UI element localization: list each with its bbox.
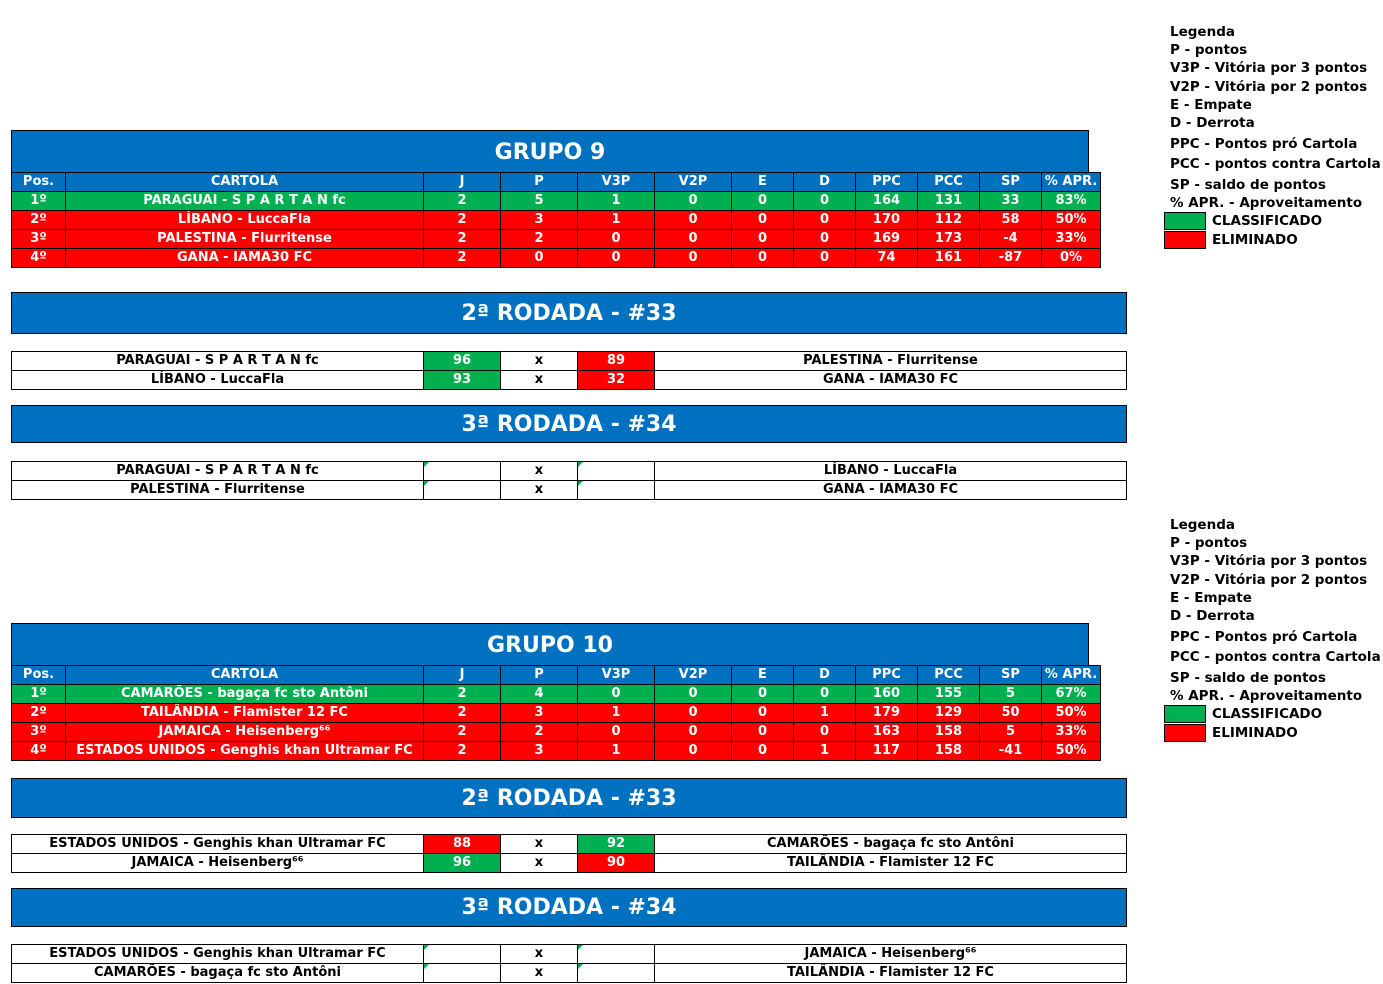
cell-wins-3p: 0 <box>578 685 655 704</box>
legend-classified <box>1170 705 1381 724</box>
column-header: Pos. <box>12 173 66 192</box>
cell-team: ESTADOS UNIDOS - Genghis khan Ultramar FC <box>66 742 424 761</box>
cell-percentage: 83% <box>1042 192 1101 211</box>
legend-line: % APR. - Aproveitamento <box>1170 687 1363 704</box>
away-team: CAMARÕES - bagaça fc sto Antôni <box>655 835 1127 854</box>
column-header: % APR. <box>1042 666 1101 685</box>
home-score[interactable] <box>424 964 501 983</box>
home-score[interactable]: 88 <box>424 835 501 854</box>
column-header: CARTOLA <box>66 666 424 685</box>
cell-wins-3p: 1 <box>578 211 655 230</box>
away-team: LÍBANO - LuccaFla <box>655 462 1127 481</box>
cell-percentage: 33% <box>1042 723 1101 742</box>
cell-wins-2p: 0 <box>655 685 732 704</box>
cell-points-balance: -4 <box>980 230 1042 249</box>
away-score[interactable] <box>578 945 655 964</box>
cell-pos: 3º <box>12 230 66 249</box>
cell-pos: 4º <box>12 249 66 268</box>
group-title-banner: GRUPO 10 <box>11 623 1089 666</box>
column-header: PPC <box>856 173 918 192</box>
home-score[interactable] <box>424 481 501 500</box>
round-title-banner: 3ª RODADA - #34 <box>11 888 1127 927</box>
match-row <box>12 371 1127 390</box>
home-team: LÍBANO - LuccaFla <box>12 371 424 390</box>
home-score[interactable]: 96 <box>424 854 501 873</box>
round-title-banner: 2ª RODADA - #33 <box>11 292 1127 334</box>
cell-team: GANA - IAMA30 FC <box>66 249 424 268</box>
away-team: TAILÂNDIA - Flamister 12 FC <box>655 854 1127 873</box>
cell-points: 2 <box>501 230 578 249</box>
cell-wins-3p: 0 <box>578 723 655 742</box>
away-team: PALESTINA - Flurritense <box>655 352 1127 371</box>
cell-draws: 0 <box>732 685 794 704</box>
column-header: D <box>794 173 856 192</box>
legend-line: PCC - pontos contra Cartola <box>1170 649 1381 666</box>
legend-line: P - pontos <box>1170 535 1248 552</box>
cell-pos: 1º <box>12 192 66 211</box>
cell-percentage: 50% <box>1042 704 1101 723</box>
group-title-banner: GRUPO 9 <box>11 130 1089 173</box>
legend-title: Legenda <box>1170 517 1235 533</box>
versus-label: x <box>501 945 578 964</box>
table-row <box>12 211 1101 230</box>
cell-team: CAMARÕES - bagaça fc sto Antôni <box>66 685 424 704</box>
cell-points-against: 161 <box>918 249 980 268</box>
cell-points-balance: 50 <box>980 704 1042 723</box>
cell-points-balance: 58 <box>980 211 1042 230</box>
table-row <box>12 723 1101 742</box>
classified-swatch <box>1164 212 1206 230</box>
cell-team: TAILÂNDIA - Flamister 12 FC <box>66 704 424 723</box>
legend-line: V3P - Vitória por 3 pontos <box>1170 60 1368 77</box>
table-row <box>12 685 1101 704</box>
cell-losses: 1 <box>794 704 856 723</box>
cell-team: JAMAICA - Heisenberg⁶⁶ <box>66 723 424 742</box>
legend-line: SP - saldo de pontos <box>1170 176 1326 193</box>
classified-swatch <box>1164 705 1206 723</box>
away-score[interactable] <box>578 964 655 983</box>
cell-points-against: 158 <box>918 723 980 742</box>
away-score[interactable]: 89 <box>578 352 655 371</box>
home-team: PALESTINA - Flurritense <box>12 481 424 500</box>
cell-games: 2 <box>424 723 501 742</box>
cell-points: 4 <box>501 685 578 704</box>
cell-draws: 0 <box>732 211 794 230</box>
cell-games: 2 <box>424 742 501 761</box>
standings-table <box>11 665 1101 761</box>
cell-points-against: 131 <box>918 192 980 211</box>
home-team: PARAGUAI - S P A R T A N fc <box>12 462 424 481</box>
away-team: JAMAICA - Heisenberg⁶⁶ <box>655 945 1127 964</box>
versus-label: x <box>501 371 578 390</box>
cell-wins-2p: 0 <box>655 249 732 268</box>
legend-line: PPC - Pontos pró Cartola <box>1170 629 1358 646</box>
matches-table <box>11 461 1127 500</box>
cell-points-for: 179 <box>856 704 918 723</box>
classified-label: CLASSIFICADO <box>1212 213 1323 230</box>
column-header: J <box>424 173 501 192</box>
legend-line: V2P - Vitória por 2 pontos <box>1170 571 1368 588</box>
cell-wins-3p: 0 <box>578 230 655 249</box>
cell-wins-3p: 1 <box>578 742 655 761</box>
cell-percentage: 0% <box>1042 249 1101 268</box>
standings-table <box>11 172 1101 268</box>
cell-points-against: 158 <box>918 742 980 761</box>
cell-points-against: 129 <box>918 704 980 723</box>
cell-points-for: 117 <box>856 742 918 761</box>
legend-line: PPC - Pontos pró Cartola <box>1170 136 1358 153</box>
cell-wins-3p: 0 <box>578 249 655 268</box>
match-row <box>12 835 1127 854</box>
table-row <box>12 742 1101 761</box>
round-title-banner: 2ª RODADA - #33 <box>11 778 1127 818</box>
away-team: GANA - IAMA30 FC <box>655 481 1127 500</box>
cell-points-for: 160 <box>856 685 918 704</box>
cell-points-against: 112 <box>918 211 980 230</box>
column-header: Pos. <box>12 666 66 685</box>
legend-line: D - Derrota <box>1170 115 1255 132</box>
cell-percentage: 67% <box>1042 685 1101 704</box>
legend-eliminated <box>1170 724 1381 743</box>
cell-draws: 0 <box>732 723 794 742</box>
legend-panel <box>1170 23 1381 250</box>
versus-label: x <box>501 835 578 854</box>
cell-losses: 0 <box>794 230 856 249</box>
cell-points-for: 170 <box>856 211 918 230</box>
cell-percentage: 50% <box>1042 211 1101 230</box>
column-header: % APR. <box>1042 173 1101 192</box>
cell-points-balance: 33 <box>980 192 1042 211</box>
away-score[interactable] <box>578 462 655 481</box>
table-row <box>12 249 1101 268</box>
versus-label: x <box>501 481 578 500</box>
cell-points-balance: 5 <box>980 685 1042 704</box>
cell-pos: 1º <box>12 685 66 704</box>
cell-points-balance: -41 <box>980 742 1042 761</box>
legend-line: SP - saldo de pontos <box>1170 669 1326 686</box>
cell-games: 2 <box>424 249 501 268</box>
legend-eliminated <box>1170 231 1381 250</box>
cell-points: 3 <box>501 211 578 230</box>
column-header: PCC <box>918 666 980 685</box>
legend-line: E - Empate <box>1170 96 1252 113</box>
cell-losses: 0 <box>794 249 856 268</box>
versus-label: x <box>501 854 578 873</box>
cell-draws: 0 <box>732 249 794 268</box>
legend-title: Legenda <box>1170 24 1235 40</box>
cell-draws: 0 <box>732 230 794 249</box>
cell-losses: 0 <box>794 211 856 230</box>
cell-wins-2p: 0 <box>655 230 732 249</box>
column-header: E <box>732 173 794 192</box>
table-header-row <box>12 666 1101 685</box>
legend-line: D - Derrota <box>1170 608 1255 625</box>
cell-percentage: 50% <box>1042 742 1101 761</box>
versus-label: x <box>501 352 578 371</box>
column-header: SP <box>980 666 1042 685</box>
cell-losses: 0 <box>794 685 856 704</box>
away-score[interactable]: 90 <box>578 854 655 873</box>
match-row <box>12 462 1127 481</box>
cell-wins-2p: 0 <box>655 723 732 742</box>
table-row <box>12 704 1101 723</box>
cell-points-against: 155 <box>918 685 980 704</box>
home-team: ESTADOS UNIDOS - Genghis khan Ultramar FC <box>12 945 424 964</box>
legend-line: V3P - Vitória por 3 pontos <box>1170 553 1368 570</box>
cell-wins-2p: 0 <box>655 742 732 761</box>
column-header: V3P <box>578 173 655 192</box>
cell-games: 2 <box>424 230 501 249</box>
column-header: PPC <box>856 666 918 685</box>
legend-line: % APR. - Aproveitamento <box>1170 194 1363 211</box>
legend-panel <box>1170 516 1381 743</box>
cell-points-balance: 5 <box>980 723 1042 742</box>
column-header: J <box>424 666 501 685</box>
cell-points-for: 164 <box>856 192 918 211</box>
cell-draws: 0 <box>732 192 794 211</box>
cell-wins-2p: 0 <box>655 211 732 230</box>
home-team: PARAGUAI - S P A R T A N fc <box>12 352 424 371</box>
cell-points-for: 74 <box>856 249 918 268</box>
cell-losses: 1 <box>794 742 856 761</box>
column-header: V2P <box>655 173 732 192</box>
match-row <box>12 854 1127 873</box>
home-team: CAMARÕES - bagaça fc sto Antôni <box>12 964 424 983</box>
legend-line: P - pontos <box>1170 42 1248 59</box>
column-header: SP <box>980 173 1042 192</box>
eliminated-label: ELIMINADO <box>1212 232 1298 249</box>
cell-losses: 0 <box>794 723 856 742</box>
column-header: P <box>501 666 578 685</box>
versus-label: x <box>501 462 578 481</box>
column-header: D <box>794 666 856 685</box>
away-score[interactable]: 32 <box>578 371 655 390</box>
versus-label: x <box>501 964 578 983</box>
cell-team: LÍBANO - LuccaFla <box>66 211 424 230</box>
match-row <box>12 964 1127 983</box>
home-score[interactable] <box>424 945 501 964</box>
table-header-row <box>12 173 1101 192</box>
match-row <box>12 945 1127 964</box>
cell-draws: 0 <box>732 704 794 723</box>
home-team: ESTADOS UNIDOS - Genghis khan Ultramar FC <box>12 835 424 854</box>
cell-wins-2p: 0 <box>655 192 732 211</box>
home-score[interactable]: 93 <box>424 371 501 390</box>
cell-points-against: 173 <box>918 230 980 249</box>
cell-points: 5 <box>501 192 578 211</box>
column-header: V2P <box>655 666 732 685</box>
legend-line: PCC - pontos contra Cartola <box>1170 156 1381 173</box>
away-team: GANA - IAMA30 FC <box>655 371 1127 390</box>
column-header: CARTOLA <box>66 173 424 192</box>
matches-table <box>11 944 1127 983</box>
cell-games: 2 <box>424 211 501 230</box>
column-header: E <box>732 666 794 685</box>
legend-classified <box>1170 212 1381 231</box>
away-team: TAILÂNDIA - Flamister 12 FC <box>655 964 1127 983</box>
cell-points-for: 169 <box>856 230 918 249</box>
legend-line: V2P - Vitória por 2 pontos <box>1170 78 1368 95</box>
classified-label: CLASSIFICADO <box>1212 706 1323 723</box>
column-header: PCC <box>918 173 980 192</box>
table-row <box>12 230 1101 249</box>
cell-points: 3 <box>501 704 578 723</box>
cell-points: 2 <box>501 723 578 742</box>
cell-pos: 3º <box>12 723 66 742</box>
cell-games: 2 <box>424 685 501 704</box>
cell-percentage: 33% <box>1042 230 1101 249</box>
home-score[interactable]: 96 <box>424 352 501 371</box>
cell-team: PARAGUAI - S P A R T A N fc <box>66 192 424 211</box>
table-row <box>12 192 1101 211</box>
cell-wins-3p: 1 <box>578 192 655 211</box>
cell-team: PALESTINA - Flurritense <box>66 230 424 249</box>
cell-wins-3p: 1 <box>578 704 655 723</box>
cell-points: 0 <box>501 249 578 268</box>
cell-draws: 0 <box>732 742 794 761</box>
eliminated-swatch <box>1164 231 1206 249</box>
matches-table <box>11 834 1127 873</box>
cell-games: 2 <box>424 704 501 723</box>
cell-pos: 2º <box>12 704 66 723</box>
eliminated-label: ELIMINADO <box>1212 725 1298 742</box>
cell-points: 3 <box>501 742 578 761</box>
column-header: P <box>501 173 578 192</box>
cell-points-balance: -87 <box>980 249 1042 268</box>
legend-line: E - Empate <box>1170 589 1252 606</box>
cell-points-for: 163 <box>856 723 918 742</box>
cell-wins-2p: 0 <box>655 704 732 723</box>
column-header: V3P <box>578 666 655 685</box>
cell-games: 2 <box>424 192 501 211</box>
cell-losses: 0 <box>794 192 856 211</box>
match-row <box>12 352 1127 371</box>
away-score[interactable]: 92 <box>578 835 655 854</box>
home-score[interactable] <box>424 462 501 481</box>
away-score[interactable] <box>578 481 655 500</box>
cell-pos: 2º <box>12 211 66 230</box>
matches-table <box>11 351 1127 390</box>
eliminated-swatch <box>1164 724 1206 742</box>
round-title-banner: 3ª RODADA - #34 <box>11 405 1127 443</box>
match-row <box>12 481 1127 500</box>
home-team: JAMAICA - Heisenberg⁶⁶ <box>12 854 424 873</box>
cell-pos: 4º <box>12 742 66 761</box>
